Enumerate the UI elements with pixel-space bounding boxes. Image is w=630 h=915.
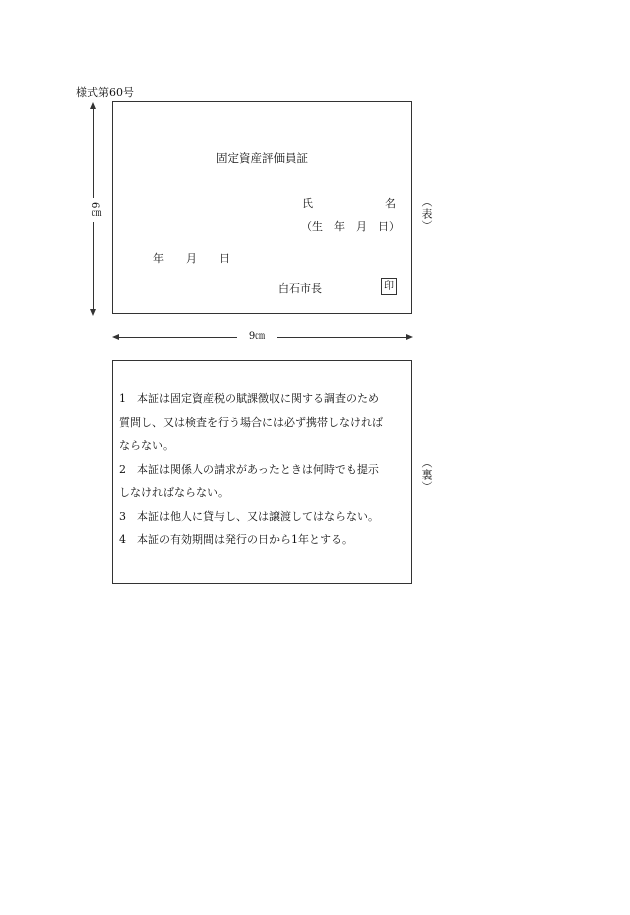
height-dimension-label: 6㎝ <box>86 198 102 222</box>
note-text: ならない。 <box>119 439 174 452</box>
issue-date-label: 年 月 日 <box>153 252 230 265</box>
name-label-second: 名 <box>385 197 396 210</box>
note-number: 3 <box>119 509 126 523</box>
birth-date-label: （生 年 月 日） <box>301 220 400 233</box>
note-item <box>119 528 409 552</box>
front-side-label: （表） <box>420 196 433 232</box>
note-item <box>119 387 409 411</box>
note-item <box>119 505 409 529</box>
form-number: 様式第60号 <box>76 86 134 99</box>
note-text: 本証の有効期間は発行の日から1年とする。 <box>137 533 353 546</box>
note-number: 2 <box>119 462 126 476</box>
note-text: 質問し、又は検査を行う場合には必ず携帯しなければ <box>119 415 383 429</box>
name-label-first: 氏 <box>302 197 313 210</box>
note-item <box>119 458 409 482</box>
arrow-down-icon <box>90 309 96 316</box>
notes-list <box>119 387 409 552</box>
note-number: 4 <box>119 533 126 546</box>
arrow-left-icon <box>112 334 119 340</box>
arrow-up-icon <box>90 102 96 109</box>
arrow-right-icon <box>406 334 413 340</box>
note-text: 本証は他人に貸与し、又は譲渡してはならない。 <box>137 509 379 523</box>
note-number: 1 <box>119 392 126 405</box>
issuer-label: 白石市長 <box>278 282 322 295</box>
note-item-continuation <box>119 411 409 458</box>
note-text: 本証は固定資産税の賦課徴収に関する調査のため <box>137 392 379 405</box>
note-text: 本証は関係人の請求があったときは何時でも提示 <box>137 462 379 476</box>
card-back <box>112 360 412 584</box>
back-side-label: （裏） <box>420 457 433 493</box>
card-title: 固定資産評価員証 <box>216 151 308 165</box>
card-front <box>112 101 412 314</box>
note-text: しなければならない。 <box>119 486 229 499</box>
note-item-continuation <box>119 481 409 505</box>
width-dimension-label: 9㎝ <box>237 330 277 344</box>
seal-stamp: 印 <box>381 278 397 295</box>
